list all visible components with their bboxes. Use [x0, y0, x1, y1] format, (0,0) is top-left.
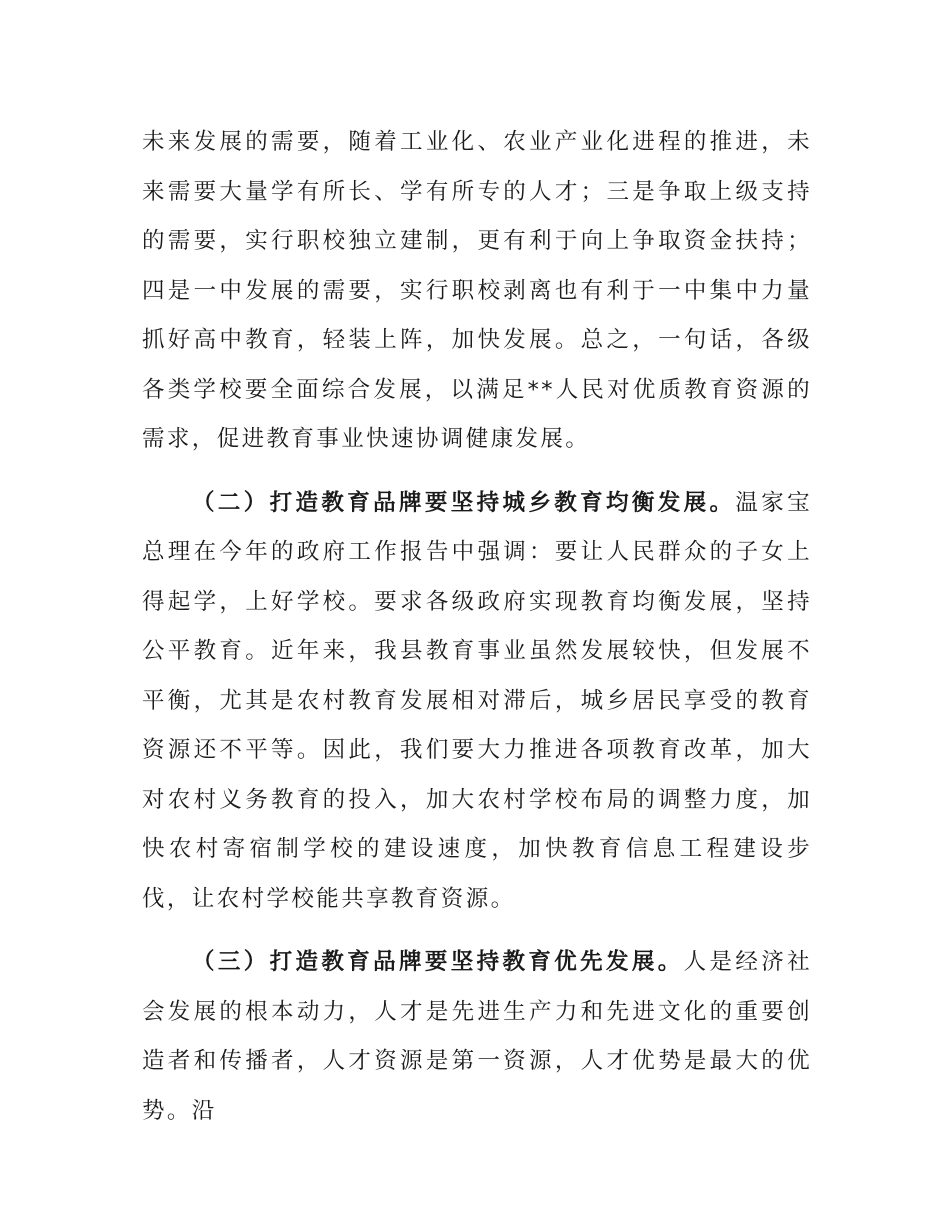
document-body [142, 118, 812, 1136]
section-heading: （三）打造教育品牌要坚持教育优先发展。 [192, 949, 684, 975]
section-heading: （二）打造教育品牌要坚持城乡教育均衡发展。 [192, 489, 736, 516]
paragraph-section-2 [142, 479, 812, 925]
paragraph-continuation [142, 118, 812, 465]
paragraph-text: 未来发展的需要，随着工业化、农业产业化进程的推进，未来需要大量学有所长、学有所专的人才；三是争取上级支持的需要，实行职校独立建制，更有利于向上争取资金扶持；四是一中发展的需要，实行职校剥离也有利于一中集中力量抓好高中教育，轻装上阵，加快发展。总之，一句话，各级各类学校要全面综合发展，以满足**人民对优质教育资源的需求，促进教育事业快速协调健康发展。 [142, 129, 812, 452]
paragraph-text: 人是经济社会发展的根本动力，人才是先进生产力和先进文化的重要创造者和传播者，人才资源是第一资源，人才优势是最大的优势。沿 [142, 949, 812, 1124]
paragraph-text: 温家宝总理在今年的政府工作报告中强调：要让人民群众的子女上得起学，上好学校。要求各级政府实现教育均衡发展，坚持公平教育。近年来，我县教育事业虽然发展较快，但发展不平衡，尤其是农村教育发展相对滞后，城乡居民享受的教育资源还不平等。因此，我们要大力推进各项教育改革，加大对农村义务教育的投入，加大农村学校布局的调整力度，加快农村寄宿制学校的建设速度，加快教育信息工程建设步伐，让农村学校能共享教育资源。 [142, 489, 813, 912]
paragraph-section-3 [142, 938, 812, 1136]
